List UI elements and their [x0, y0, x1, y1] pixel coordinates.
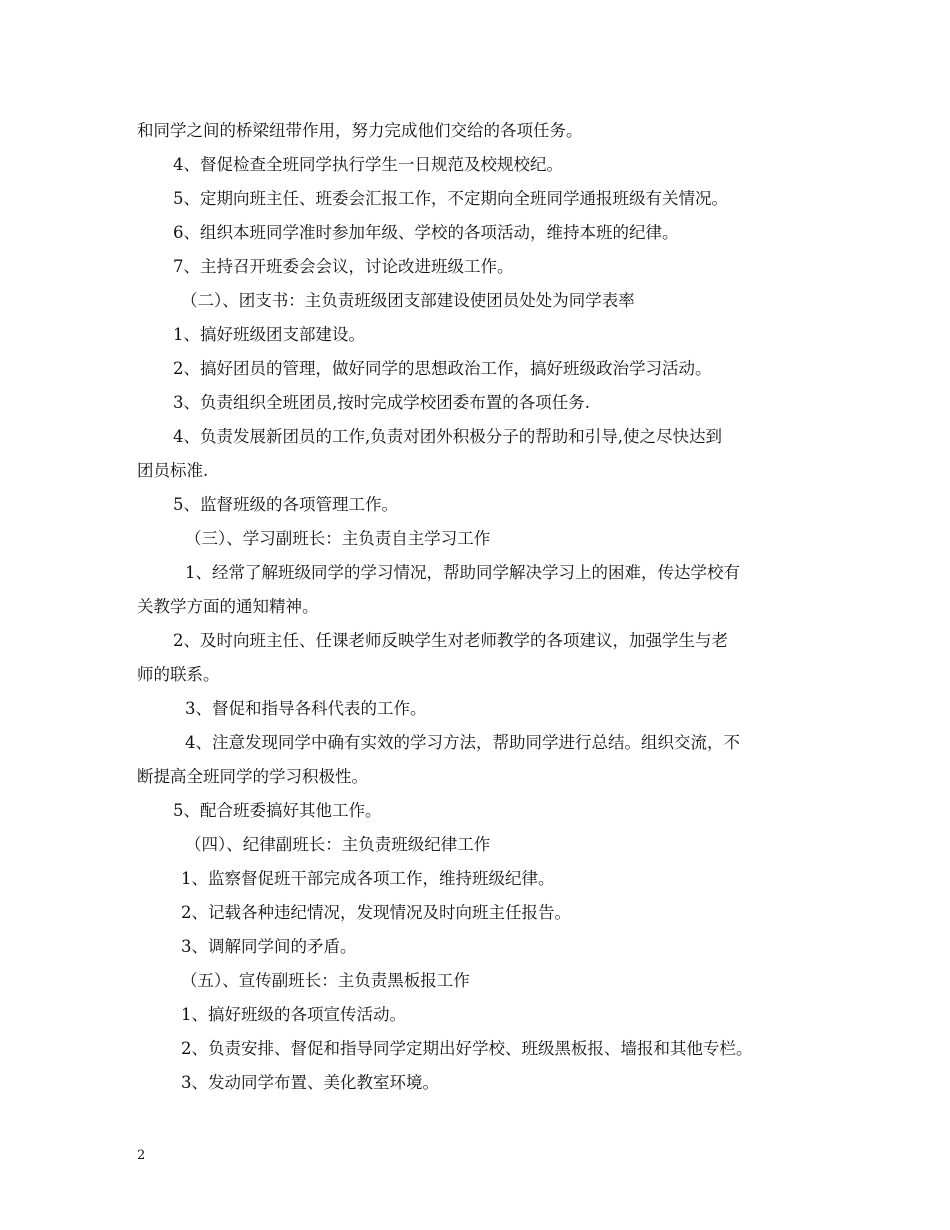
- paragraph: 1、监察督促班干部完成各项工作，维持班级纪律。: [181, 869, 555, 888]
- document-body: [137, 114, 817, 1100]
- paragraph: 2、负责安排、督促和指导同学定期出好学校、班级黑板报、墙报和其他专栏。: [181, 1039, 753, 1058]
- paragraph: 5、监督班级的各项管理工作。: [173, 495, 398, 514]
- paragraph-continuation: 关教学方面的通知精神。: [137, 597, 319, 616]
- paragraph: 4、注意发现同学中确有实效的学习方法，帮助同学进行总结。组织交流，不: [185, 733, 740, 752]
- paragraph: 2、记载各种违纪情况，发现情况及时向班主任报告。: [181, 903, 571, 922]
- paragraph-continuation: 团员标准.: [137, 461, 209, 480]
- paragraph: 3、发动同学布置、美化教室环境。: [181, 1073, 439, 1092]
- paragraph: 5、配合班委搞好其他工作。: [173, 801, 382, 820]
- paragraph: 4、负责发展新团员的工作,负责对团外积极分子的帮助和引导,使之尽快达到: [173, 427, 722, 446]
- paragraph: 2、搞好团员的管理，做好同学的思想政治工作，搞好班级政治学习活动。: [173, 359, 712, 378]
- paragraph: 3、调解同学间的矛盾。: [181, 937, 357, 956]
- section-heading: （四）、纪律副班长：主负责班级纪律工作: [185, 835, 491, 854]
- paragraph: 1、搞好班级的各项宣传活动。: [181, 1005, 406, 1024]
- paragraph-continuation: 断提高全班同学的学习积极性。: [137, 767, 368, 786]
- paragraph: 4、督促检查全班同学执行学生一日规范及校规校纪。: [173, 155, 563, 174]
- paragraph: 和同学之间的桥梁纽带作用，努力完成他们交给的各项任务。: [137, 121, 583, 140]
- paragraph: 3、督促和指导各科代表的工作。: [185, 699, 427, 718]
- page-number: 2: [137, 1148, 146, 1163]
- paragraph: 3、负责组织全班团员,按时完成学校团委布置的各项任务.: [173, 393, 590, 412]
- paragraph: 2、及时向班主任、任课老师反映学生对老师教学的各项建议，加强学生与老: [173, 631, 728, 650]
- paragraph-continuation: 师的联系。: [137, 665, 220, 684]
- section-heading: （二）、团支书：主负责班级团支部建设使团员处处为同学表率: [181, 291, 635, 310]
- paragraph: 7、主持召开班委会会议，讨论改进班级工作。: [173, 257, 514, 276]
- section-heading: （五）、宣传副班长：主负责黑板报工作: [181, 971, 470, 990]
- section-heading: （三）、学习副班长：主负责自主学习工作: [185, 529, 491, 548]
- paragraph: 5、定期向班主任、班委会汇报工作，不定期向全班同学通报班级有关情况。: [173, 189, 728, 208]
- paragraph: 1、搞好班级团支部建设。: [173, 325, 365, 344]
- paragraph: 1、经常了解班级同学的学习情况，帮助同学解决学习上的困难，传达学校有: [185, 563, 740, 582]
- paragraph: 6、组织本班同学准时参加年级、学校的各项活动，维持本班的纪律。: [173, 223, 679, 242]
